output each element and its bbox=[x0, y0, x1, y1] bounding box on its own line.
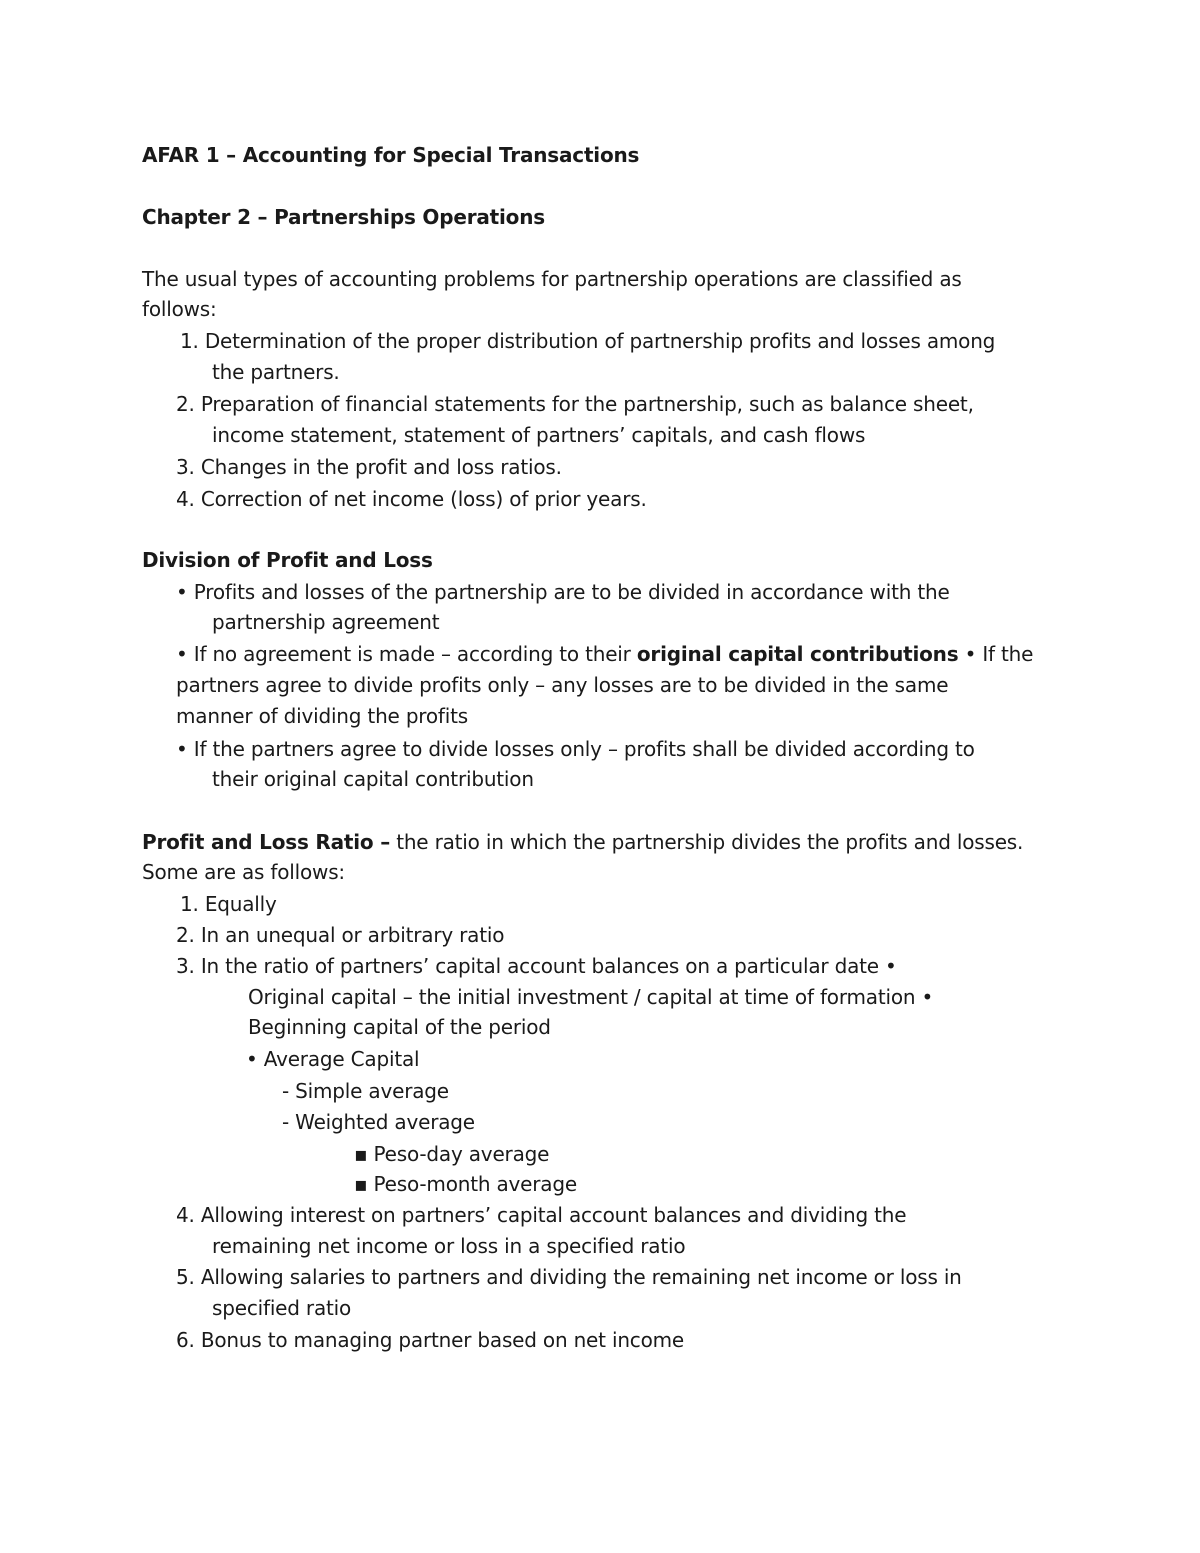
ratio-item-4: 4. Allowing interest on partners’ capital account balances and dividing the bbox=[176, 1203, 907, 1227]
division-bullet-1-cont: partnership agreement bbox=[212, 610, 440, 634]
ratio-item-3-square-1: ▪ Peso-day average bbox=[354, 1142, 550, 1166]
division-bullet-2-tail: • If the bbox=[958, 642, 1034, 666]
division-bullet-2 bbox=[176, 639, 1033, 670]
problem-item-2: 2. Preparation of financial statements for the partnership, such as balance sheet, bbox=[176, 392, 974, 416]
intro-text-line-2: follows: bbox=[142, 297, 217, 321]
ratio-item-3-sub-1: Original capital – the initial investment / capital at time of formation • bbox=[248, 985, 934, 1009]
ratio-item-3-dash-2: - Weighted average bbox=[282, 1110, 475, 1134]
division-bullet-1: • Profits and losses of the partnership are to be divided in accordance with the bbox=[176, 580, 950, 604]
ratio-item-2: 2. In an unequal or arbitrary ratio bbox=[176, 923, 505, 947]
ratio-definition bbox=[142, 827, 1023, 858]
ratio-item-3-square-2: ▪ Peso-month average bbox=[354, 1172, 577, 1196]
ratio-item-3-sub-2: Beginning capital of the period bbox=[248, 1015, 551, 1039]
division-bullet-2-cont-2: manner of dividing the profits bbox=[176, 704, 468, 728]
problem-item-1: 1. Determination of the proper distribution of partnership profits and losses among bbox=[180, 329, 996, 353]
ratio-item-4-cont: remaining net income or loss in a specified ratio bbox=[212, 1234, 686, 1258]
ratio-item-3: 3. In the ratio of partners’ capital account balances on a particular date • bbox=[176, 954, 897, 978]
division-bullet-3: • If the partners agree to divide losses only – profits shall be divided according to bbox=[176, 737, 975, 761]
problem-item-2-cont: income statement, statement of partners’ capitals, and cash flows bbox=[212, 423, 866, 447]
problem-item-1-cont: the partners. bbox=[212, 360, 340, 384]
ratio-item-1: 1. Equally bbox=[180, 892, 277, 916]
division-bullet-3-cont: their original capital contribution bbox=[212, 767, 534, 791]
division-bullet-2-text: • If no agreement is made – according to their bbox=[176, 642, 637, 666]
division-bullet-2-emphasis: original capital contributions bbox=[636, 642, 959, 666]
ratio-definition-text: the ratio in which the partnership divides the profits and losses. bbox=[390, 830, 1024, 854]
intro-text-line-1: The usual types of accounting problems for partnership operations are classified as bbox=[142, 267, 962, 291]
division-bullet-2-cont: partners agree to divide profits only – any losses are to be divided in the same bbox=[176, 673, 949, 697]
problem-item-3: 3. Changes in the profit and loss ratios. bbox=[176, 455, 562, 479]
ratio-heading: Profit and Loss Ratio – bbox=[142, 830, 391, 854]
ratio-item-3-sub-3: • Average Capital bbox=[246, 1047, 420, 1071]
document-title: AFAR 1 – Accounting for Special Transactions bbox=[142, 143, 640, 167]
ratio-intro-line-2: Some are as follows: bbox=[142, 860, 345, 884]
ratio-item-3-dash-1: - Simple average bbox=[282, 1079, 449, 1103]
ratio-item-5-cont: specified ratio bbox=[212, 1296, 352, 1320]
chapter-heading: Chapter 2 – Partnerships Operations bbox=[142, 205, 545, 229]
division-heading: Division of Profit and Loss bbox=[142, 548, 433, 572]
ratio-item-6: 6. Bonus to managing partner based on net income bbox=[176, 1328, 685, 1352]
ratio-item-5: 5. Allowing salaries to partners and dividing the remaining net income or loss in bbox=[176, 1265, 962, 1289]
problem-item-4: 4. Correction of net income (loss) of prior years. bbox=[176, 487, 647, 511]
